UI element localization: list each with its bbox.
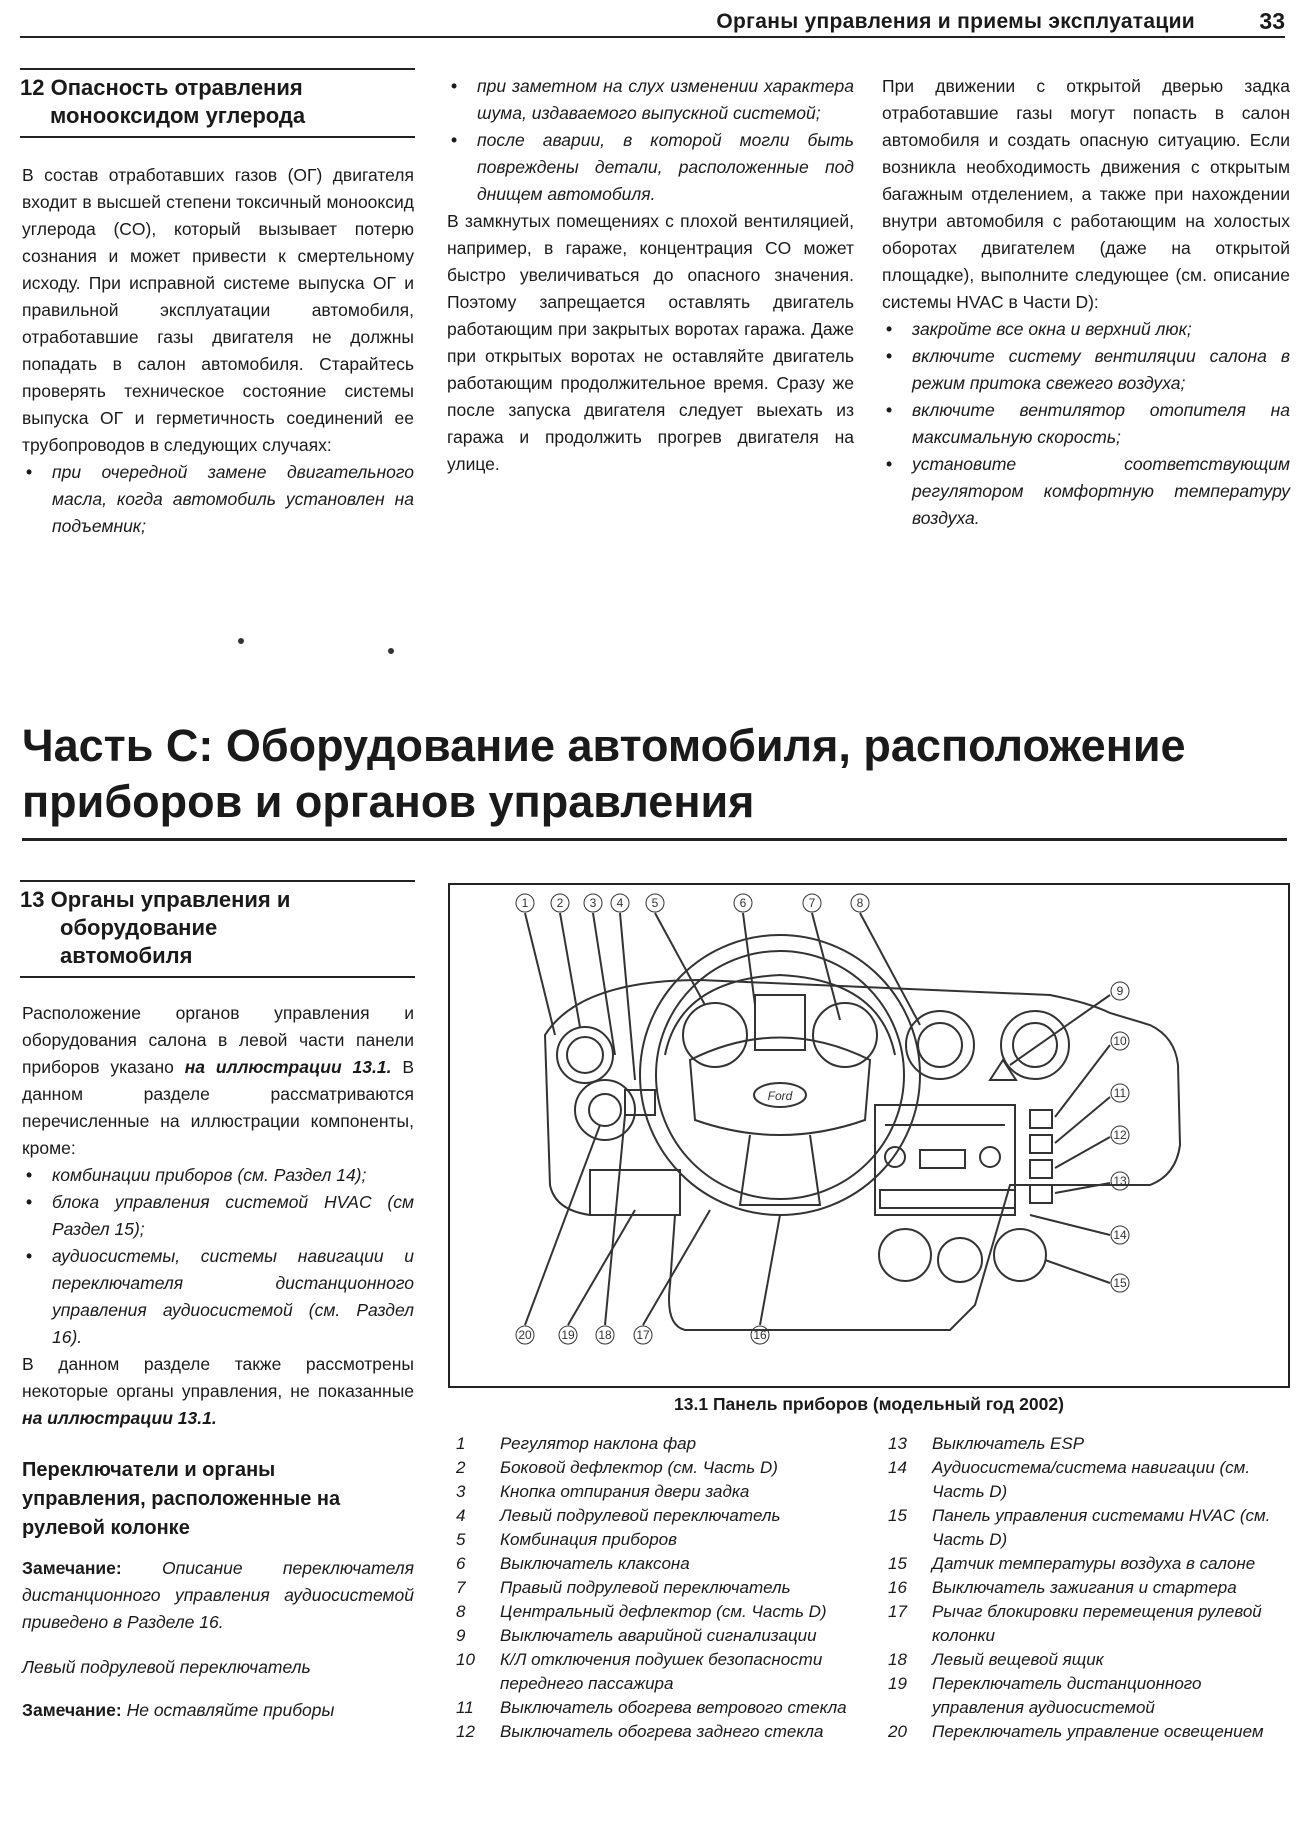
legend-text: Регулятор наклона фар xyxy=(500,1434,697,1453)
legend-row xyxy=(450,1624,850,1648)
legend-row xyxy=(450,1720,850,1744)
rear-window-heat-button xyxy=(1030,1160,1052,1178)
text-run: Расположение органов управления и оборудования салона в левой части панели приборов указано xyxy=(22,1003,414,1077)
legend-text: К/Л отключения подушек безопасности переднего пассажира xyxy=(500,1650,823,1693)
subsection-title: Левый подрулевой переключатель xyxy=(22,1657,311,1677)
leader-line xyxy=(743,913,755,1005)
list-item: • установите соответствующим регулятором комфортную температуру воздуха. xyxy=(882,451,1290,532)
radio-display xyxy=(920,1150,965,1168)
legend-text: Центральный дефлектор (см. Часть D) xyxy=(500,1602,827,1621)
callout-number: 18 xyxy=(598,1328,612,1342)
section-number: 13 xyxy=(20,887,45,912)
list-item: • включите систему вентиляции салона в режим притока свежего воздуха; xyxy=(882,343,1290,397)
legend-text: Выключатель обогрева заднего стекла xyxy=(500,1722,824,1741)
list-item: • блока управления системой HVAC (см Раздел 15); xyxy=(22,1189,414,1243)
legend-number: 20 xyxy=(888,1722,907,1741)
legend-number: 19 xyxy=(888,1674,907,1693)
legend-text: Боковой дефлектор (см. Часть D) xyxy=(500,1458,778,1477)
legend-row xyxy=(882,1576,1287,1600)
ford-logo: Ford xyxy=(767,1089,793,1103)
legend-text: Выключатель зажигания и стартера xyxy=(932,1578,1237,1597)
legend-number: 14 xyxy=(888,1458,907,1477)
note xyxy=(22,1697,414,1724)
left-side-vent xyxy=(557,1027,613,1083)
legend-number: 8 xyxy=(456,1602,466,1621)
tachometer-gauge xyxy=(683,1003,747,1067)
legend-row xyxy=(882,1672,1287,1720)
note-label: Замечание: xyxy=(22,1700,122,1720)
legend-row xyxy=(450,1432,850,1456)
subsection-heading-line: рулевой колонке xyxy=(22,1517,190,1539)
running-title: Органы управления и приемы эксплуатации xyxy=(716,10,1195,33)
legend-row xyxy=(882,1600,1287,1648)
legend-row xyxy=(450,1480,850,1504)
legend-number: 17 xyxy=(888,1602,907,1621)
section-title-line: оборудование xyxy=(60,915,218,940)
callout-number: 20 xyxy=(518,1328,532,1342)
legend-row xyxy=(882,1720,1287,1744)
section-title-line: Органы управления и xyxy=(50,887,291,912)
figure-reference: на иллюстрации 13.1. xyxy=(184,1057,392,1077)
legend-row xyxy=(882,1432,1287,1456)
airbag-indicator xyxy=(1030,1185,1052,1203)
list-item: • комбинации приборов (см. Раздел 14); xyxy=(22,1162,414,1189)
note-text: Описание переключателя дистанционного управления аудиосистемой приведено в Разделе 16. xyxy=(22,1558,414,1632)
legend-number: 6 xyxy=(456,1554,466,1573)
section-12-column-2 xyxy=(447,73,854,478)
leader-line xyxy=(812,913,840,1020)
legend-text: Левый вещевой ящик xyxy=(932,1650,1104,1669)
legend-row xyxy=(450,1648,850,1696)
hvac-air-distribution-knob xyxy=(938,1238,982,1282)
esp-button xyxy=(1030,1110,1052,1128)
radio-knob-right xyxy=(980,1147,1000,1167)
figure-13-1 xyxy=(448,883,1290,1388)
leader-line xyxy=(1055,1045,1110,1117)
legend-number: 12 xyxy=(456,1722,475,1741)
section-12-column-3 xyxy=(882,73,1290,532)
print-speck xyxy=(238,638,244,644)
list-item: • при заметном на слух изменении характера шума, издаваемого выпускной системой; xyxy=(447,73,854,127)
cluster-display xyxy=(755,995,805,1050)
section-13-heading xyxy=(20,880,415,978)
section-title-line: автомобиля xyxy=(60,943,193,968)
legend-row xyxy=(450,1696,850,1720)
leader-line xyxy=(525,1125,600,1325)
callout-number: 11 xyxy=(1113,1086,1127,1100)
page-header xyxy=(20,6,1285,38)
subsection-heading-line: управления, расположенные на xyxy=(22,1488,341,1510)
legend-text: Правый подрулевой переключатель xyxy=(500,1578,791,1597)
callout-number: 16 xyxy=(753,1328,767,1342)
legend-text: Переключатель дистанционного управления аудиосистемой xyxy=(932,1674,1202,1717)
speedometer-gauge xyxy=(813,1003,877,1067)
page-number: 33 xyxy=(1259,8,1285,34)
hvac-fan-knob xyxy=(879,1229,931,1281)
figure-legend-left xyxy=(450,1432,850,1744)
legend-number: 4 xyxy=(456,1506,466,1525)
legend-text: Панель управления системами HVAC (см. Часть D) xyxy=(932,1506,1271,1549)
part-title-line: Часть C: Оборудование автомобиля, расположение xyxy=(22,720,1186,771)
section-13-column-1 xyxy=(22,1000,414,1724)
legend-text: Выключатель клаксона xyxy=(500,1554,690,1573)
left-storage-box xyxy=(590,1170,680,1215)
list-item: • при очередной замене двигательного масла, когда автомобиль установлен на подъемник; xyxy=(22,459,414,540)
legend-text: Рычаг блокировки перемещения рулевой колонки xyxy=(932,1602,1262,1645)
legend-row xyxy=(882,1456,1287,1504)
note-text: Не оставляйте приборы xyxy=(121,1700,335,1720)
legend-number: 18 xyxy=(888,1650,907,1669)
leader-line xyxy=(620,913,635,1080)
legend-number: 2 xyxy=(456,1458,466,1477)
legend-number: 15 xyxy=(888,1554,907,1573)
note-label: Замечание: xyxy=(22,1558,122,1578)
callout-number: 12 xyxy=(1113,1128,1127,1142)
text-run: В данном разделе также рассмотрены некоторые органы управления, не показанные xyxy=(22,1354,414,1401)
legend-text: Выключатель ESP xyxy=(932,1434,1085,1453)
callout-number: 8 xyxy=(856,896,864,910)
light-switch-knob-inner xyxy=(589,1094,621,1126)
legend-number: 13 xyxy=(888,1434,907,1453)
callout-number: 14 xyxy=(1113,1228,1127,1242)
list-item: • аудиосистемы, системы навигации и переключателя дистанционного управления аудиосистемой (см. Раздел 16). xyxy=(22,1243,414,1351)
list-item: • закройте все окна и верхний люк; xyxy=(882,316,1290,343)
figure-reference: на иллюстрации 13.1. xyxy=(22,1408,217,1428)
legend-row xyxy=(450,1456,850,1480)
dashboard-outline xyxy=(545,980,1180,1330)
paragraph: В состав отработавших газов (ОГ) двигателя входит в высшей степени токсичный монооксид углерода (CO), который вызывает потерю сознания и может привести к смертельному исходу. При исправной системе выпуска ОГ и правильной эксплуатации автомобиля, отработавшие газы двигателя не должны попадать в салон автомобиля. Старайтесь проверять техническое состояние системы выпуска ОГ и герметичность соединений ее трубопроводов в следующих случаях: xyxy=(22,165,414,455)
leader-line xyxy=(605,1115,625,1325)
radio-knob-left xyxy=(885,1147,905,1167)
dashboard-drawing xyxy=(450,885,1292,1390)
legend-number: 9 xyxy=(456,1626,466,1645)
steering-wheel-rim xyxy=(640,935,920,1215)
section-title-line: монооксидом углерода xyxy=(50,103,306,128)
legend-row xyxy=(450,1528,850,1552)
preset-button-row xyxy=(880,1190,1015,1208)
list-item: • включите вентилятор отопителя на максимальную скорость; xyxy=(882,397,1290,451)
figure-caption: 13.1 Панель приборов (модельный год 2002) xyxy=(674,1394,1064,1414)
callout-number: 19 xyxy=(561,1328,575,1342)
text-run: В данном разделе рассматриваются перечисленные на иллюстрации компоненты, кроме: xyxy=(22,1057,414,1158)
legend-number: 10 xyxy=(456,1650,475,1669)
section-12-heading xyxy=(20,68,415,138)
legend-row xyxy=(450,1552,850,1576)
steering-wheel-rim-inner xyxy=(656,951,904,1199)
callout-number: 5 xyxy=(651,896,659,910)
center-vent-left-inner xyxy=(918,1023,962,1067)
subsection-heading xyxy=(22,1456,414,1543)
legend-text: Датчик температуры воздуха в салоне xyxy=(932,1554,1256,1573)
legend-row xyxy=(450,1504,850,1528)
legend-row xyxy=(882,1504,1287,1552)
callout-number: 15 xyxy=(1113,1276,1127,1290)
legend-number: 1 xyxy=(456,1434,466,1453)
paragraph xyxy=(22,1000,414,1162)
steering-wheel-hub xyxy=(690,1038,870,1136)
callout-number: 7 xyxy=(808,896,816,910)
legend-row xyxy=(450,1576,850,1600)
callout-number: 17 xyxy=(636,1328,650,1342)
legend-text: Выключатель обогрева ветрового стекла xyxy=(500,1698,847,1717)
callout-number: 9 xyxy=(1116,984,1124,998)
leader-line xyxy=(1055,1137,1110,1168)
legend-text: Аудиосистема/система навигации (см. Часть D) xyxy=(932,1458,1251,1501)
leader-line xyxy=(643,1210,710,1325)
paragraph: В замкнутых помещениях с плохой вентиляцией, например, в гараже, концентрация CO может быстро увеличиваться до опасного значения. Поэтому запрещается оставлять двигатель работающим при закрытых воротах гаража. Даже при открытых воротах не оставляйте двигатель работающим продолжительное время. Сразу же после запуска двигателя следует выехать из гаража и продолжить прогрев двигателя на улице. xyxy=(447,211,854,474)
section-number: 12 xyxy=(20,75,45,100)
legend-number: 5 xyxy=(456,1530,466,1549)
callout-number: 3 xyxy=(589,896,597,910)
part-title-line: приборов и органов управления xyxy=(22,776,755,827)
callout-number: 10 xyxy=(1113,1034,1127,1048)
callout-number: 4 xyxy=(616,896,624,910)
legend-text: Выключатель аварийной сигнализации xyxy=(500,1626,817,1645)
paragraph xyxy=(22,1351,414,1432)
note xyxy=(22,1555,414,1636)
section-title-line: Опасность отравления xyxy=(50,75,303,100)
hvac-temperature-knob xyxy=(994,1229,1046,1281)
paragraph: При движении с открытой дверью задка отработавшие газы могут попасть в салон автомобиля и создать опасную ситуацию. Если возникла необходимость движения с открытым багажным отделением, а также при нахождении внутри автомобиля с работающим на холостых оборотах двигателем (даже на открытой площадке), выполните следующее (см. описание системы HVAC в Части D): xyxy=(882,76,1290,312)
legend-number: 11 xyxy=(456,1698,474,1717)
leader-line xyxy=(1045,1260,1110,1283)
legend-row xyxy=(450,1600,850,1624)
legend-number: 3 xyxy=(456,1482,466,1501)
leader-line xyxy=(1030,1215,1110,1235)
legend-text: Комбинация приборов xyxy=(500,1530,677,1549)
leader-line xyxy=(1055,1097,1110,1143)
print-speck xyxy=(388,648,394,654)
leader-line xyxy=(525,913,555,1035)
figure-legend-right xyxy=(882,1432,1287,1744)
callout-number: 1 xyxy=(521,896,529,910)
center-vent-right xyxy=(1001,1011,1069,1079)
leader-line xyxy=(568,1210,635,1325)
legend-number: 15 xyxy=(888,1506,907,1525)
section-12-column-1 xyxy=(22,162,414,540)
list-item: • после аварии, в которой могли быть повреждены детали, расположенные под днищем автомобиля. xyxy=(447,127,854,208)
part-c-title xyxy=(22,718,1287,841)
steering-wheel-spoke xyxy=(740,1135,820,1205)
legend-row xyxy=(882,1648,1287,1672)
left-side-vent-inner xyxy=(567,1037,603,1073)
callout-number: 13 xyxy=(1113,1174,1127,1188)
legend-number: 7 xyxy=(456,1578,466,1597)
callout-number: 2 xyxy=(556,896,564,910)
legend-text: Левый подрулевой переключатель xyxy=(500,1506,781,1525)
leader-line xyxy=(760,1215,780,1325)
legend-row xyxy=(882,1552,1287,1576)
legend-number: 16 xyxy=(888,1578,907,1597)
leader-line xyxy=(860,913,920,1025)
leader-line xyxy=(1010,995,1110,1065)
callout-number: 6 xyxy=(739,896,747,910)
legend-text: Переключатель управление освещением xyxy=(932,1722,1264,1741)
legend-text: Кнопка отпирания двери задка xyxy=(500,1482,750,1501)
leader-line xyxy=(655,913,705,1005)
center-vent-right-inner xyxy=(1013,1023,1057,1067)
windshield-heat-button xyxy=(1030,1135,1052,1153)
subsection-heading-line: Переключатели и органы xyxy=(22,1459,276,1481)
